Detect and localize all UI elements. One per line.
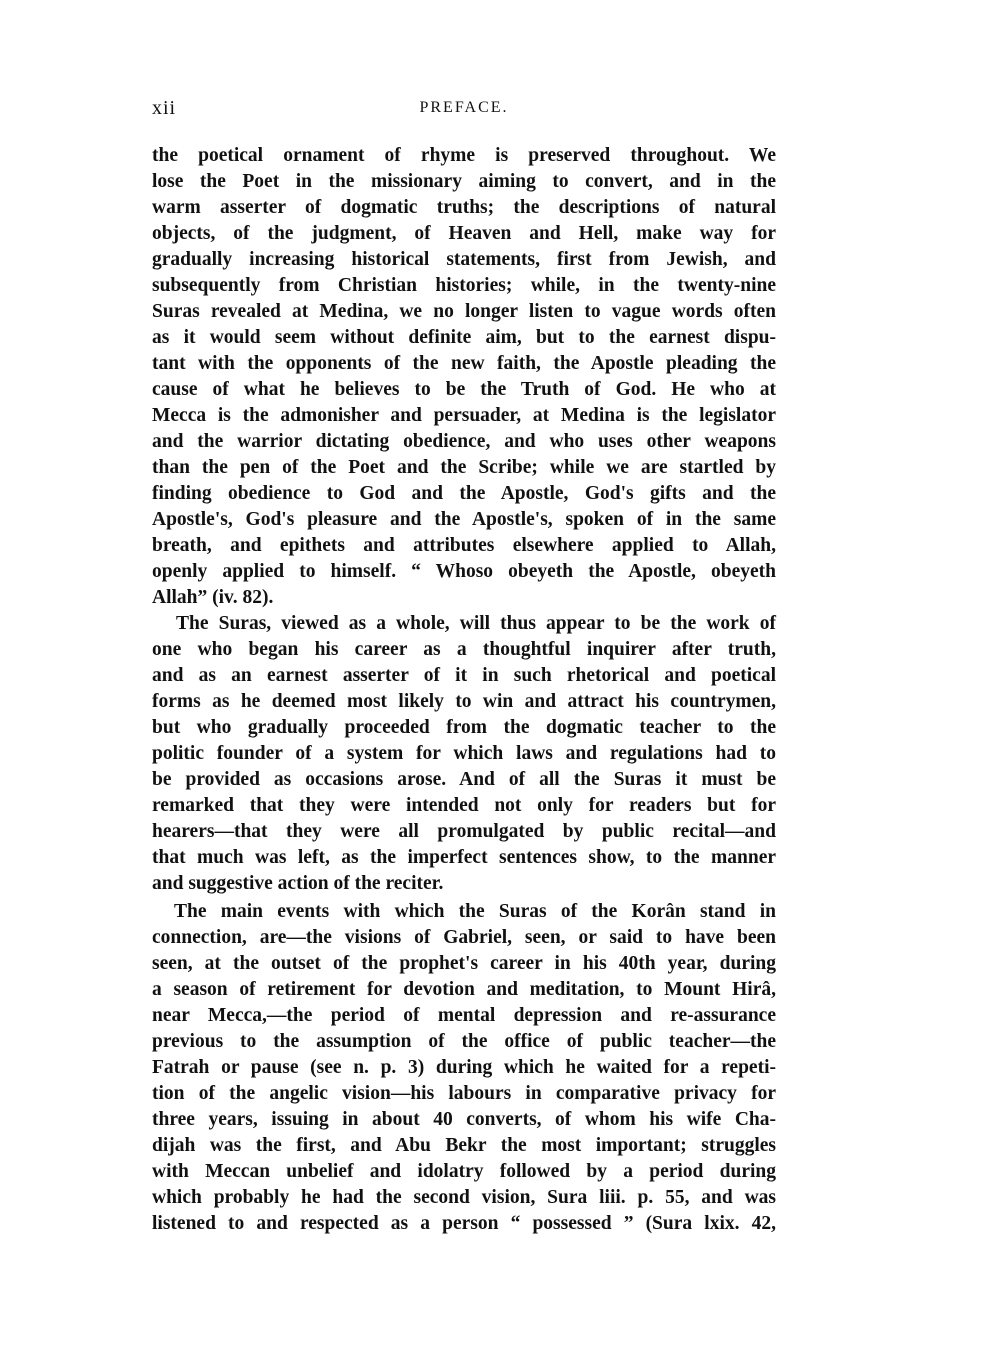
text-line: lose the Poet in the missionary aiming to convert, and in the [152, 171, 776, 192]
page-number: xii [152, 97, 177, 119]
text-line: forms as he deemed most likely to win and attract his countrymen, [152, 691, 776, 712]
text-line: be provided as occasions arose. And of all the Suras it must be [152, 769, 776, 790]
text-line: warm asserter of dogmatic truths; the descriptions of natural [152, 197, 776, 218]
text-line: The Suras, viewed as a whole, will thus appear to be the work of [176, 613, 776, 634]
text-line: three years, issuing in about 40 converts, of whom his wife Cha- [152, 1109, 776, 1130]
text-line: seen, at the outset of the prophet's career in his 40th year, during [152, 953, 776, 974]
text-line: and the warrior dictating obedience, and who uses other weapons [152, 431, 776, 452]
text-line: Apostle's, God's pleasure and the Apostle's, spoken of in the same [152, 509, 776, 530]
text-line: remarked that they were intended not only for readers but for [152, 795, 776, 816]
paragraph-3 [152, 899, 776, 1237]
text-line: Suras revealed at Medina, we no longer listen to vague words often [152, 301, 776, 322]
text-line: cause of what he believes to be the Truth of God. He who at [152, 379, 776, 400]
text-line: Mecca is the admonisher and persuader, at Medina is the legislator [152, 405, 776, 426]
text-line: objects, of the judgment, of Heaven and Hell, make way for [152, 223, 776, 244]
text-line: gradually increasing historical statements, first from Jewish, and [152, 249, 776, 270]
text-line: one who began his career as a thoughtful inquirer after truth, [152, 639, 776, 660]
text-line: dijah was the first, and Abu Bekr the most important; struggles [152, 1135, 776, 1156]
text-line: a season of retirement for devotion and meditation, to Mount Hirâ, [152, 979, 776, 1000]
text-line: The main events with which the Suras of the Korân stand in [174, 901, 776, 922]
text-line: Allah” (iv. 82). [152, 587, 274, 608]
body-text [152, 143, 776, 1237]
running-head [152, 97, 776, 127]
text-line: Fatrah or pause (see n. p. 3) during which he waited for a repeti- [152, 1057, 776, 1078]
text-line: which probably he had the second vision, Sura liii. p. 55, and was [152, 1187, 776, 1208]
text-line: tant with the opponents of the new faith, the Apostle pleading the [152, 353, 776, 374]
text-line: but who gradually proceeded from the dogmatic teacher to the [152, 717, 776, 738]
paragraph-2 [152, 611, 776, 897]
text-line: breath, and epithets and attributes elsewhere applied to Allah, [152, 535, 776, 556]
text-line: with Meccan unbelief and idolatry followed by a period during [152, 1161, 776, 1182]
text-line: that much was left, as the imperfect sentences show, to the manner [152, 847, 776, 868]
text-line: and suggestive action of the reciter. [152, 873, 444, 894]
text-line: previous to the assumption of the office of public teacher—the [152, 1031, 776, 1052]
text-line: and as an earnest asserter of it in such rhetorical and poetical [152, 665, 776, 686]
text-line: than the pen of the Poet and the Scribe; while we are startled by [152, 457, 776, 478]
text-line: near Mecca,—the period of mental depression and re-assurance [152, 1005, 776, 1026]
text-line: as it would seem without definite aim, but to the earnest dispu- [152, 327, 776, 348]
running-title: PREFACE. [419, 99, 509, 116]
text-line: hearers—that they were all promulgated by public recital—and [152, 821, 776, 842]
text-line: openly applied to himself. “ Whoso obeyeth the Apostle, obeyeth [152, 561, 776, 582]
text-line: the poetical ornament of rhyme is preserved throughout. We [152, 145, 776, 166]
text-line: tion of the angelic vision—his labours in comparative privacy for [152, 1083, 776, 1104]
paragraph-1 [152, 143, 776, 611]
text-line: politic founder of a system for which laws and regulations had to [152, 743, 776, 764]
text-line: subsequently from Christian histories; while, in the twenty-nine [152, 275, 776, 296]
text-line: connection, are—the visions of Gabriel, seen, or said to have been [152, 927, 776, 948]
text-line: finding obedience to God and the Apostle, God's gifts and the [152, 483, 776, 504]
text-line: listened to and respected as a person “ possessed ” (Sura lxix. 42, [152, 1213, 776, 1234]
